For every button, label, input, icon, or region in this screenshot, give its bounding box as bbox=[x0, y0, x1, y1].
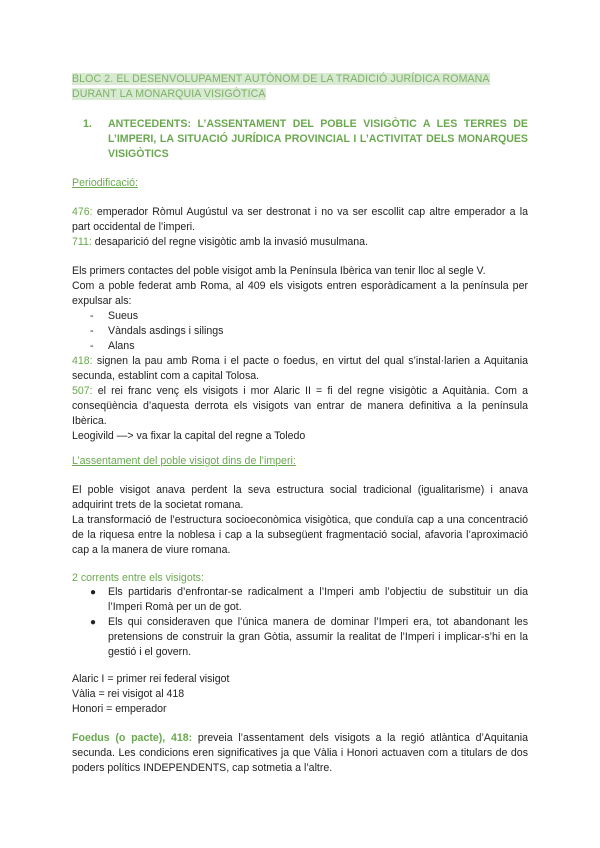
bloc-title-line-2: DURANT LA MONARQUIA VISIGÒTICA bbox=[72, 88, 266, 100]
list-item: ● Els qui consideraven que l’única manera de dominar l’Imperi era, tot abandonant les pretensions de construir la gran Gòtia, assumir la realitat de l’Imperi i implicar-s’hi en la gestió i el govern. bbox=[90, 616, 528, 658]
foedus-text: preveia l’assentament dels visigots a la regió atlàntica d’Aquitania secunda. Les condicions eren significatives ja que Vàlia i Honori actuaven com a titulars de dos poders polítics INDEPENDENTS, cap sotmetia a l’altre. bbox=[72, 732, 528, 774]
section-number: 1. bbox=[83, 118, 92, 130]
foedus-label: Foedus (o pacte), 418: bbox=[72, 732, 193, 744]
corrents-list-wrap bbox=[72, 585, 528, 660]
bloc-title-line-1: BLOC 2. EL DESENVOLUPAMENT AUTÒNOM DE LA TRADICIÓ JURÍDICA ROMANA bbox=[72, 73, 490, 85]
assentament-heading: L’assentament del poble visigot dins de l’imperi: bbox=[72, 455, 296, 467]
equivalences bbox=[72, 672, 528, 717]
year-418: 418: bbox=[72, 355, 93, 367]
year-476: 476: bbox=[72, 206, 93, 218]
periodificacio-entries bbox=[72, 205, 528, 250]
entry-476 bbox=[72, 205, 528, 235]
entry-418-text: signen la pau amb Roma i el pacte o foedus, en virtut del qual s’instal·larien a Aquitania secunda, establint com a capital Tolosa. bbox=[72, 355, 528, 382]
entry-476-text: emperador Ròmul Augústul va ser destronat i no va ser escollit cap altre emperador a la part occidental de l’imperi. bbox=[72, 206, 528, 233]
section-heading bbox=[83, 117, 528, 162]
periodificacio-heading: Periodificació: bbox=[72, 177, 138, 189]
list-item: - Alans bbox=[90, 340, 135, 352]
equivalence-valia: Vàlia = rei visigot al 418 bbox=[72, 688, 185, 700]
leovigild-line: Leogivild —> va fixar la capital del regne a Toledo bbox=[72, 430, 306, 442]
year-507: 507: bbox=[72, 385, 93, 397]
peoples-list bbox=[72, 309, 528, 354]
foedus-paragraph bbox=[72, 731, 528, 776]
equivalence-honori: Honori = emperador bbox=[72, 703, 167, 715]
primers-line-1: Els primers contactes del poble visigot amb la Península Ibèrica van tenir lloc al segle V. bbox=[72, 265, 486, 277]
corrents-heading: 2 corrents entre els visigots: bbox=[72, 572, 204, 584]
bloc-title bbox=[72, 72, 532, 102]
list-item: - Sueus bbox=[90, 310, 139, 322]
list-item: - Vàndals asdings i silings bbox=[90, 325, 224, 337]
entry-418 bbox=[72, 354, 528, 384]
list-item: ● Els partidaris d’enfrontar-se radicalment a l’Imperi amb l’objectiu de substituir un dia l’Imperi Romà per un de got. bbox=[90, 586, 528, 613]
primers-line-2: Com a poble federat amb Roma, al 409 els visigots entren esporàdicament a la península per expulsar als: bbox=[72, 280, 528, 307]
entry-711-text: desaparició del regne visigòtic amb la invasió musulmana. bbox=[91, 236, 369, 248]
entry-507 bbox=[72, 384, 528, 429]
section-title: ANTECEDENTS: L’ASSENTAMENT DEL POBLE VISIGÒTIC A LES TERRES DE L’IMPERI, LA SITUACIÓ JURÍDICA PROVINCIAL I L’ACTIVITAT DELS MONARQUES VISIGÒTICS bbox=[108, 118, 528, 160]
primers-block bbox=[72, 264, 528, 444]
entry-507-text: el rei franc venç els visigots i mor Alaric II = fi del regne visigòtic a Aquitània. Com a conseqüència d’aquesta derrota els visigots van entrar de manera definitiva a la península Ibèrica. bbox=[72, 385, 528, 427]
assentament-paragraph-2: La transformació de l’estructura socioeconòmica visigòtica, que conduïa cap a una concentració de la riquesa entre la noblesa i cap a la subsegüent fragmentació social, afavoria l’aproximació cap a la manera de viure romana. bbox=[72, 514, 528, 556]
entry-711 bbox=[72, 235, 528, 250]
corrents-list bbox=[72, 585, 528, 660]
year-711: 711: bbox=[72, 236, 92, 248]
assentament-paragraph-1: El poble visigot anava perdent la seva estructura social tradicional (igualitarisme) i anava adquirint trets de la societat romana. bbox=[72, 484, 528, 511]
equivalence-alaric: Alaric I = primer rei federal visigot bbox=[72, 673, 230, 685]
assentament-text bbox=[72, 483, 528, 558]
